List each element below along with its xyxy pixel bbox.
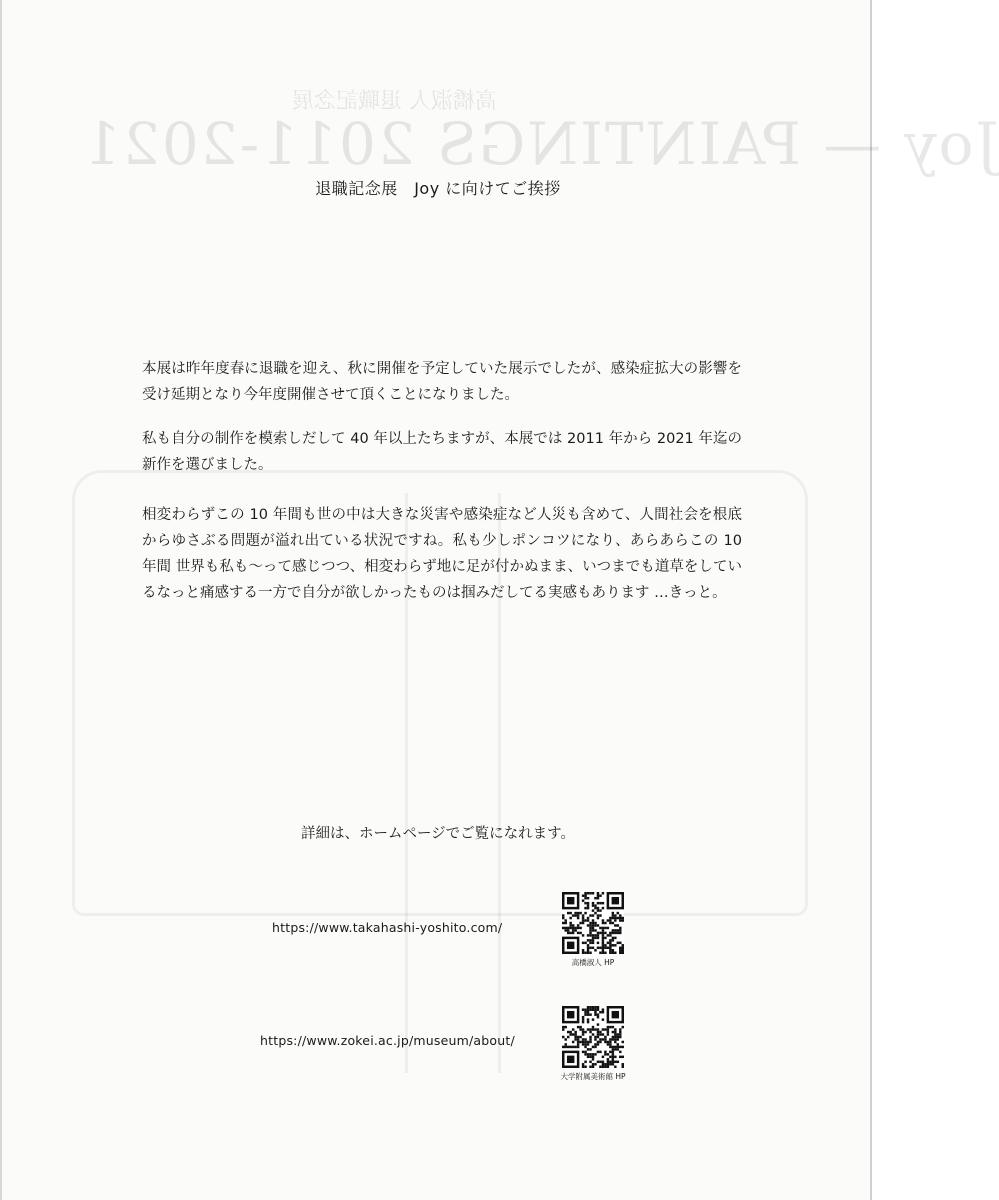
qr-code-icon bbox=[562, 1006, 624, 1068]
museum-homepage-link[interactable]: https://www.zokei.ac.jp/museum/about/ bbox=[260, 1033, 515, 1048]
greeting-body bbox=[142, 356, 742, 624]
paragraph-selection: 私も自分の制作を模索しだして 40 年以上たちますが、本展では 2011 年から 2021 年迄の新作を選びました。 bbox=[142, 431, 742, 473]
paragraph-reflection: 相変わらずこの 10 年間も世の中は大きな災害や感染症など人災も含めて、人間社会を根底からゆさぶる問題が溢れ出ている状況ですね。私も少しポンコツになり、あらあらこの 10 年間 世界も私も～って感じつつ、相変わらず地に足が付かぬまま、いつまでも道草をしているなっと痛感する一方で自分が欲しかったものは掴みだしてる実感もあります …きっと。 bbox=[142, 507, 742, 601]
details-note: 詳細は、ホームページでご覧になれます。 bbox=[300, 826, 576, 842]
artist-homepage-qr[interactable] bbox=[553, 892, 633, 968]
bleed-through-subtitle: 高橋淑人 退職記念展 bbox=[292, 89, 497, 114]
paragraph-postponement: 本展は昨年度春に退職を迎え、秋に開催を予定していた展示でしたが、感染症拡大の影響を受け延期となり今年度開催させて頂くことになりました。 bbox=[142, 361, 742, 403]
museum-homepage-qr[interactable] bbox=[553, 1006, 633, 1082]
bleed-through-title: Joy — PAINTINGS 2011-2021 bbox=[82, 110, 999, 178]
artist-homepage-link[interactable]: https://www.takahashi-yoshito.com/ bbox=[272, 920, 503, 935]
page-heading: 退職記念展 Joy に向けてご挨拶 bbox=[315, 179, 561, 198]
qr-code-icon bbox=[562, 892, 624, 954]
qr-caption: 高橋淑人 HP bbox=[571, 958, 615, 967]
qr-caption: 大学附属美術館 HP bbox=[560, 1072, 626, 1081]
